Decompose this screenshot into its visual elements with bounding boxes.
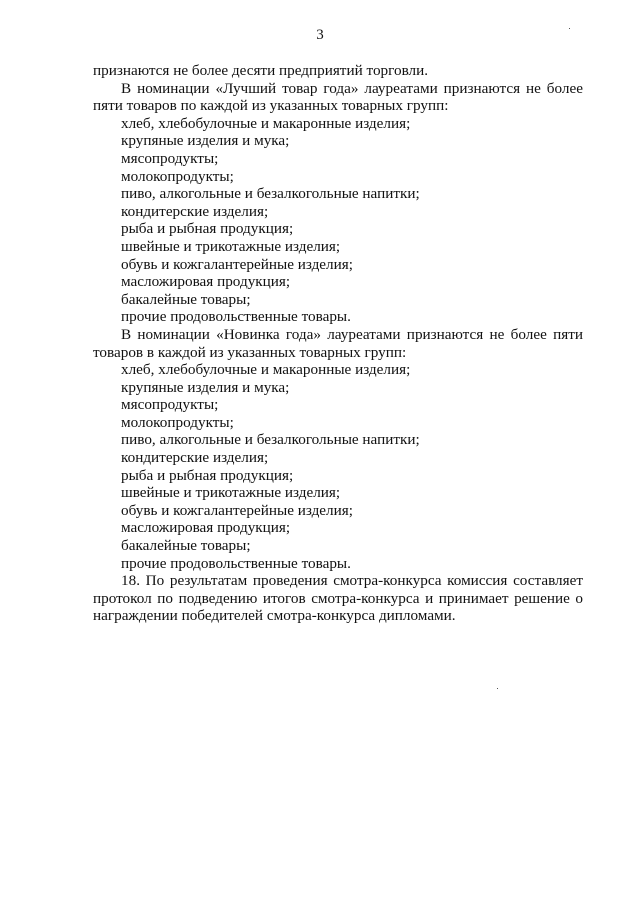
clause-18-line-2: протокол по подведению итогов смотра-конкурса и принимает решение о	[93, 589, 583, 607]
best-product-item: обувь и кожгалантерейные изделия;	[121, 255, 353, 273]
new-product-item: рыба и рыбная продукция;	[121, 466, 294, 484]
new-product-item: масложировая продукция;	[121, 519, 291, 537]
best-product-item: масложировая продукция;	[121, 273, 291, 291]
new-product-item: молокопродукты;	[121, 413, 234, 431]
new-product-item: обувь и кожгалантерейные изделия;	[121, 501, 353, 519]
clause-18-line-1: 18. По результатам проведения смотра-конкурса комиссия составляет	[121, 572, 583, 590]
new-product-item: мясопродукты;	[121, 396, 219, 414]
clause-18-line-3: награждении победителей смотра-конкурса дипломами.	[93, 607, 456, 625]
best-product-item: мясопродукты;	[121, 149, 219, 167]
best-product-paragraph-line-2: пяти товаров по каждой из указанных товарных групп:	[93, 97, 449, 115]
new-product-item: хлеб, хлебобулочные и макаронные изделия;	[121, 361, 411, 379]
best-product-item: хлеб, хлебобулочные и макаронные изделия;	[121, 114, 411, 132]
new-product-item: крупяные изделия и мука;	[121, 378, 290, 396]
page-number: 3	[316, 27, 324, 43]
best-product-item: рыба и рыбная продукция;	[121, 220, 294, 238]
best-product-item: крупяные изделия и мука;	[121, 132, 290, 150]
document-body	[93, 62, 583, 625]
new-product-paragraph-line-1: В номинации «Новинка года» лауреатами признаются не более пяти	[121, 325, 583, 343]
best-product-item: молокопродукты;	[121, 167, 234, 185]
scan-speck	[497, 688, 498, 689]
best-product-item: бакалейные товары;	[121, 290, 251, 308]
intro-line: признаются не более десяти предприятий торговли.	[93, 62, 429, 79]
best-product-item: кондитерские изделия;	[121, 202, 269, 220]
new-product-item: пиво, алкогольные и безалкогольные напитки;	[121, 431, 420, 449]
scan-speck	[569, 28, 570, 29]
new-product-item: бакалейные товары;	[121, 537, 251, 555]
new-product-item: швейные и трикотажные изделия;	[121, 484, 341, 502]
new-product-item: прочие продовольственные товары.	[121, 554, 351, 572]
best-product-item: прочие продовольственные товары.	[121, 308, 351, 326]
new-product-item: кондитерские изделия;	[121, 449, 269, 467]
best-product-paragraph-line-1: В номинации «Лучший товар года» лауреатами признаются не более	[121, 79, 583, 97]
best-product-item: пиво, алкогольные и безалкогольные напитки;	[121, 185, 420, 203]
best-product-item: швейные и трикотажные изделия;	[121, 237, 341, 255]
new-product-paragraph-line-2: товаров в каждой из указанных товарных групп:	[93, 343, 407, 361]
